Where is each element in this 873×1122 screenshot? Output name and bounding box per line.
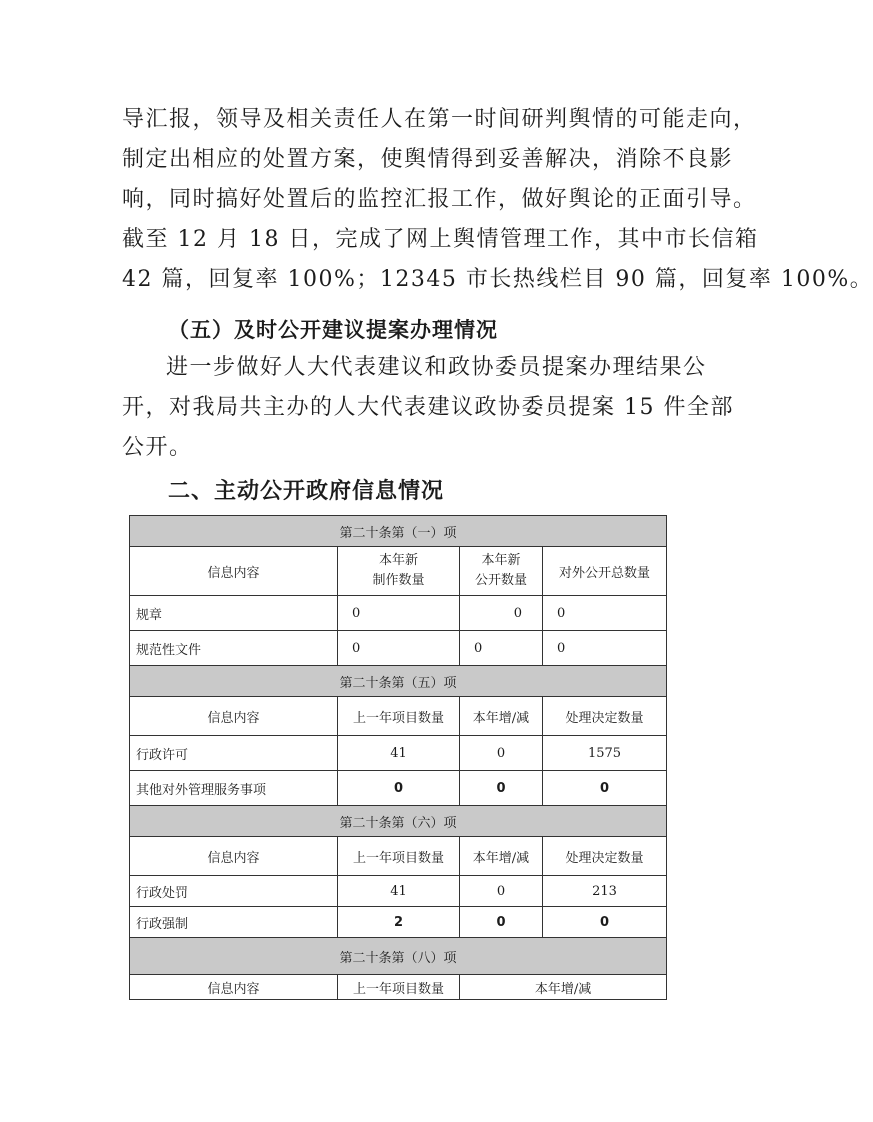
section-title: 第二十条第（五）项 [130,666,667,697]
section-row [130,806,667,837]
header-row [130,975,667,1000]
text-line: 公开。 [122,435,193,460]
header-cell: 本年增/减 [460,697,543,736]
cell-value: 0 [338,596,460,631]
row-label: 规范性文件 [130,631,338,666]
paragraph-public-opinion [122,100,873,300]
text-line: 42 篇，回复率 100%；12345 市长热线栏目 90 篇，回复率 100%。 [122,267,873,292]
cell-value: 0 [543,596,667,631]
cell-value: 0 [543,907,667,938]
section-row [130,938,667,975]
header-line: 本年新 [378,553,418,568]
table-row [130,631,667,666]
section-title: 第二十条第（六）项 [130,806,667,837]
header-line: 本年新 [481,553,521,568]
cell-value: 0 [460,736,543,771]
header-cell [460,547,543,596]
section-title: 第二十条第（八）项 [130,938,667,975]
government-info-table [129,515,667,1000]
cell-value: 0 [460,771,543,806]
header-cell: 本年增/减 [460,837,543,876]
row-label: 行政强制 [130,907,338,938]
section-row [130,516,667,547]
header-cell: 信息内容 [130,697,338,736]
table-row [130,771,667,806]
header-cell: 信息内容 [130,547,338,596]
cell-value: 1575 [543,736,667,771]
table-row [130,736,667,771]
header-cell: 对外公开总数量 [543,547,667,596]
cell-value: 0 [460,631,543,666]
row-label: 行政许可 [130,736,338,771]
cell-value: 0 [460,907,543,938]
paragraph-proposals [122,348,734,468]
text-line: 进一步做好人大代表建议和政协委员提案办理结果公 [166,355,707,380]
header-row [130,697,667,736]
header-cell: 上一年项目数量 [338,697,460,736]
row-label: 行政处罚 [130,876,338,907]
header-cell [338,547,460,596]
header-line: 公开数量 [474,573,527,588]
cell-value: 2 [338,907,460,938]
header-cell: 处理决定数量 [543,837,667,876]
cell-value: 41 [338,736,460,771]
header-cell: 上一年项目数量 [338,975,460,1000]
cell-value: 0 [543,771,667,806]
header-cell: 信息内容 [130,837,338,876]
cell-value: 0 [460,596,543,631]
table-row [130,596,667,631]
header-row [130,547,667,596]
table-row [130,907,667,938]
section-title: 第二十条第（一）项 [130,516,667,547]
header-cell: 上一年项目数量 [338,837,460,876]
header-row [130,837,667,876]
text-line: 制定出相应的处置方案，使舆情得到妥善解决，消除不良影 [122,147,734,172]
table-row [130,876,667,907]
row-label: 其他对外管理服务事项 [130,771,338,806]
section-heading-two: 二、主动公开政府信息情况 [168,478,445,504]
cell-value: 0 [460,876,543,907]
header-cell: 本年增/减 [460,975,667,1000]
row-label: 规章 [130,596,338,631]
cell-value: 0 [338,631,460,666]
text-line: 截至 12 月 18 日，完成了网上舆情管理工作，其中市长信箱 [122,227,759,252]
header-cell: 信息内容 [130,975,338,1000]
header-cell: 处理决定数量 [543,697,667,736]
cell-value: 0 [338,771,460,806]
cell-value: 0 [543,631,667,666]
text-line: 开，对我局共主办的人大代表建议政协委员提案 15 件全部 [122,395,734,420]
cell-value: 213 [543,876,667,907]
cell-value: 41 [338,876,460,907]
section-row [130,666,667,697]
text-line: 响，同时搞好处置后的监控汇报工作，做好舆论的正面引导。 [122,187,757,212]
text-line: 导汇报，领导及相关责任人在第一时间研判舆情的可能走向， [122,107,757,132]
section-heading-five: （五）及时公开建议提案办理情况 [168,317,498,342]
header-line: 制作数量 [372,573,425,588]
